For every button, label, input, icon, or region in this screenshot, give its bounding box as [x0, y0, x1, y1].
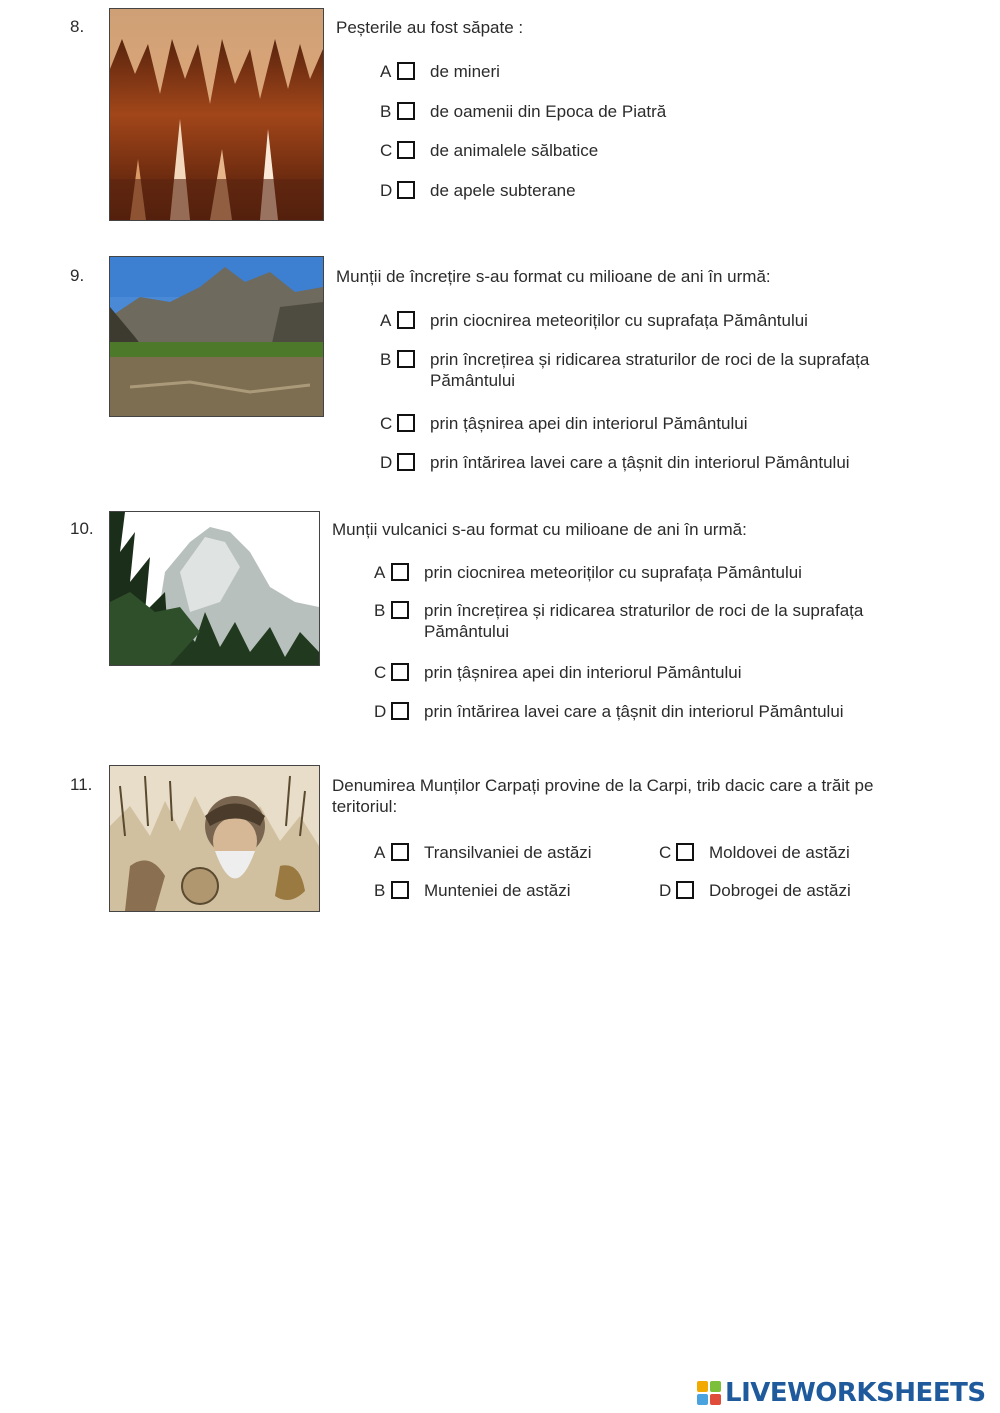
option-letter: B [380, 350, 392, 369]
answer-checkbox[interactable] [397, 350, 415, 368]
answer-checkbox[interactable] [397, 453, 415, 471]
option-text: Transilvaniei de astăzi [424, 843, 592, 862]
dacian-warriors-image [109, 765, 320, 912]
option-text: prin țâșnirea apei din interiorul Pământului [424, 663, 742, 682]
question-number: 11. [70, 775, 93, 794]
answer-checkbox[interactable] [397, 141, 415, 159]
option-letter: A [380, 311, 392, 330]
question-text: Peșterile au fost săpate : [336, 18, 524, 37]
answer-checkbox[interactable] [391, 663, 409, 681]
option-text: de mineri [430, 62, 500, 81]
answer-checkbox[interactable] [391, 563, 409, 581]
option-letter: C [380, 414, 393, 433]
option-letter: D [659, 881, 672, 900]
answer-checkbox[interactable] [397, 311, 415, 329]
answer-checkbox[interactable] [397, 62, 415, 80]
question-number: 8. [70, 17, 85, 36]
option-letter: B [374, 881, 386, 900]
option-letter: B [374, 601, 386, 620]
option-text: Dobrogei de astăzi [709, 881, 851, 900]
brand-name: LIVEWORKSHEETS [725, 1378, 986, 1408]
question-number: 10. [70, 519, 94, 538]
answer-checkbox[interactable] [676, 843, 694, 861]
option-letter: B [380, 102, 392, 121]
option-text: Moldovei de astăzi [709, 843, 850, 862]
option-letter: A [380, 62, 392, 81]
option-text: de oamenii din Epoca de Piatră [430, 102, 667, 121]
option-text: prin ciocnirea meteoriților cu suprafața Pământului [430, 311, 808, 330]
option-text: prin țâșnirea apei din interiorul Pământului [430, 414, 748, 433]
option-text: prin ciocnirea meteoriților cu suprafața Pământului [424, 563, 802, 582]
answer-checkbox[interactable] [391, 881, 409, 899]
question-number: 9. [70, 266, 85, 285]
option-text: prin încrețirea și ridicarea straturilor de roci de la suprafața Pământului [430, 350, 870, 390]
option-text: Munteniei de astăzi [424, 881, 571, 900]
answer-checkbox[interactable] [397, 181, 415, 199]
option-text: prin întărirea lavei care a țâșnit din interiorul Pământului [424, 702, 844, 721]
option-letter: C [380, 141, 393, 160]
option-text: prin încrețirea și ridicarea straturilor de roci de la suprafața Pământului [424, 601, 864, 641]
option-letter: D [374, 702, 387, 721]
mountain-lake-image [109, 256, 324, 417]
question-text: Denumirea Munților Carpați provine de la Carpi, trib dacic care a trăit pe teritoriul: [332, 776, 874, 816]
answer-checkbox[interactable] [676, 881, 694, 899]
cave-image [109, 8, 324, 221]
option-letter: C [659, 843, 672, 862]
answer-checkbox[interactable] [391, 601, 409, 619]
option-letter: A [374, 563, 386, 582]
option-letter: D [380, 453, 393, 472]
answer-checkbox[interactable] [391, 843, 409, 861]
option-text: prin întărirea lavei care a țâșnit din interiorul Pământului [430, 453, 850, 472]
liveworksheets-logo[interactable] [697, 1378, 986, 1408]
option-letter: D [380, 181, 393, 200]
answer-checkbox[interactable] [397, 102, 415, 120]
liveworksheets-logo-icon [697, 1381, 721, 1405]
option-text: de animalele sălbatice [430, 141, 599, 160]
question-text: Munții de încrețire s-au format cu milioane de ani în urmă: [336, 267, 771, 286]
forest-mountain-image [109, 511, 320, 666]
option-text: de apele subterane [430, 181, 576, 200]
option-letter: C [374, 663, 387, 682]
answer-checkbox[interactable] [397, 414, 415, 432]
question-text: Munții vulcanici s-au format cu milioane de ani în urmă: [332, 520, 747, 539]
answer-checkbox[interactable] [391, 702, 409, 720]
option-letter: A [374, 843, 386, 862]
